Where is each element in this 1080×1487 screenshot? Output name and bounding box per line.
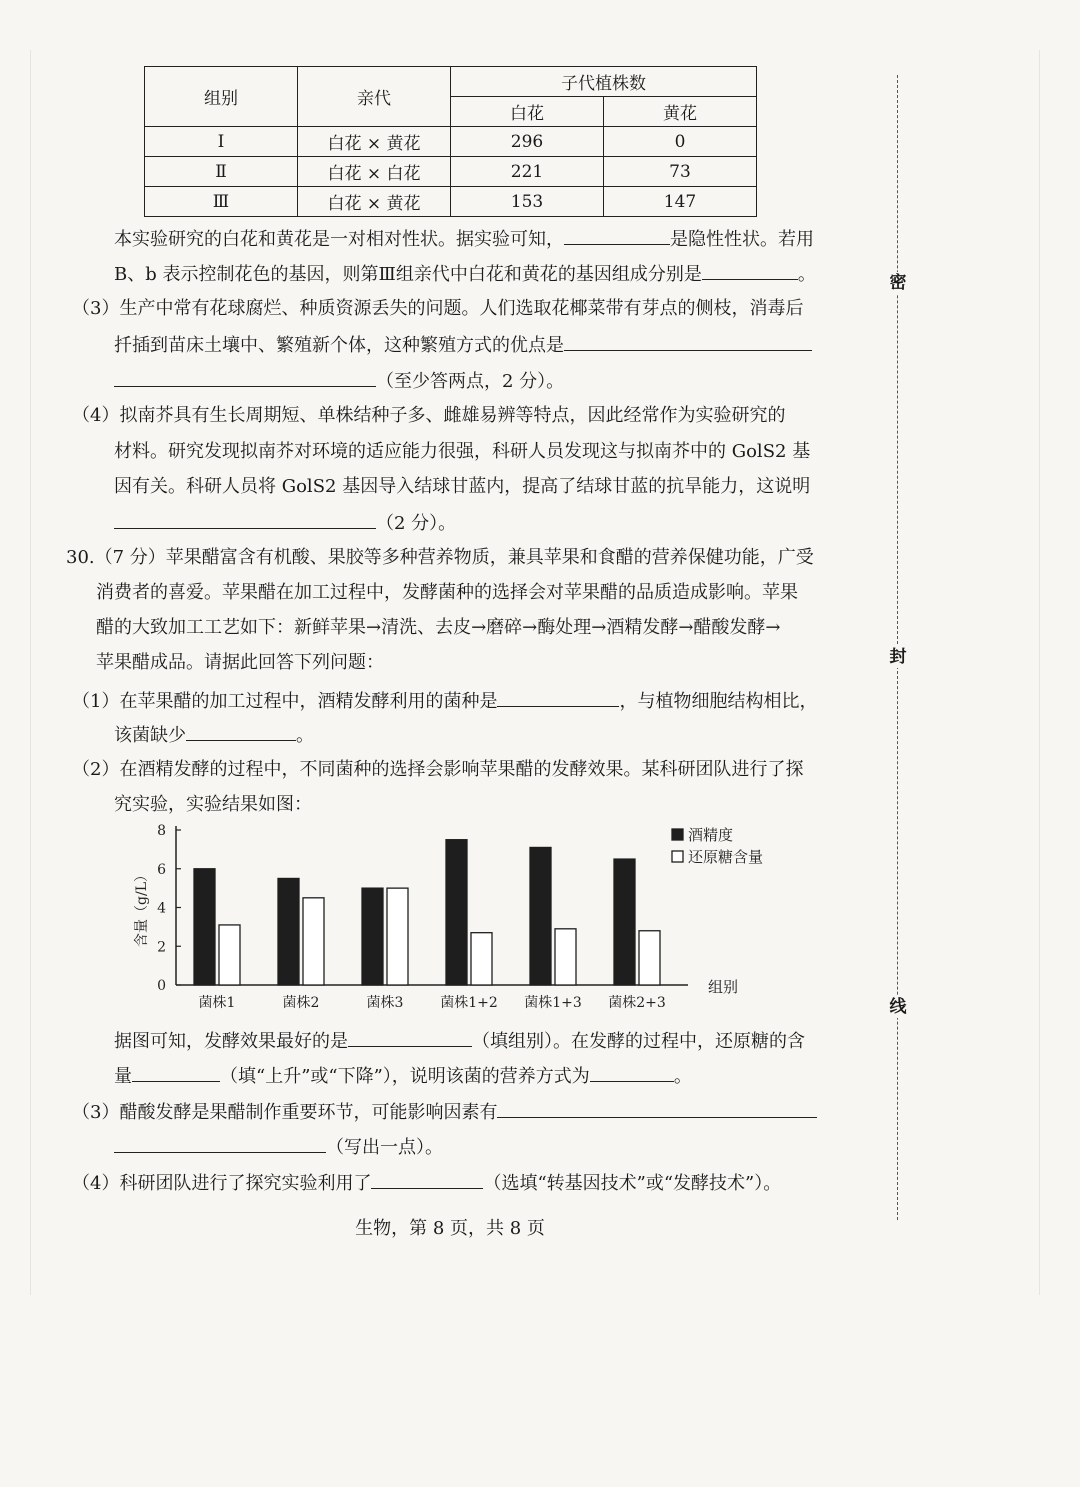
text-line: 据图可知，发酵效果最好的是 （填组别）。在发酵的过程中，还原糖的含 — [114, 1028, 805, 1054]
answer-blank[interactable] — [348, 1028, 472, 1047]
answer-blank[interactable] — [497, 1099, 817, 1118]
x-tick-label: 菌株2 — [282, 995, 320, 1011]
y-tick-label: 4 — [157, 900, 166, 917]
cell-group: Ⅱ — [145, 157, 298, 187]
table-row — [145, 127, 757, 157]
legend-swatch — [672, 829, 683, 840]
bar-sugar — [303, 898, 324, 985]
answer-blank[interactable] — [564, 332, 812, 351]
bar-sugar — [555, 929, 576, 985]
text-line: 本实验研究的白花和黄花是一对相对性状。据实验可知， 是隐性性状。若用 — [114, 226, 814, 252]
th-white: 白花 — [451, 97, 604, 127]
cell-group: Ⅲ — [145, 187, 298, 217]
answer-blank[interactable] — [564, 226, 670, 245]
cell-yellow: 73 — [604, 157, 757, 187]
margin-mark-feng: 封 — [887, 646, 909, 668]
cell-yellow: 147 — [604, 187, 757, 217]
y-tick-label: 6 — [157, 861, 166, 878]
x-axis-label: 组别 — [708, 978, 739, 996]
cell-parent: 白花 × 黄花 — [298, 187, 451, 217]
x-tick-label: 菌株2+3 — [608, 995, 666, 1011]
text-line: （写出一点）。 — [114, 1134, 443, 1160]
cell-parent: 白花 × 黄花 — [298, 127, 451, 157]
text-line: 消费者的喜爱。苹果醋在加工过程中，发酵菌种的选择会对苹果醋的品质造成影响。苹果 — [96, 582, 798, 603]
cell-white: 296 — [451, 127, 604, 157]
legend-label: 酒精度 — [688, 826, 734, 844]
answer-blank[interactable] — [132, 1063, 220, 1082]
answer-blank[interactable] — [114, 510, 376, 529]
x-tick-label: 菌株1 — [198, 995, 236, 1011]
legend-swatch — [672, 851, 683, 862]
y-tick-label: 0 — [157, 978, 166, 994]
sub-question-4: （4）科研团队进行了探究实验利用了 （选填“转基因技术”或“发酵技术”）。 — [72, 1170, 781, 1196]
bar-alcohol — [446, 840, 467, 985]
bar-sugar — [639, 931, 660, 985]
y-axis-label: 含量（g/L） — [134, 868, 150, 947]
text-line: 苹果醋成品。请据此回答下列问题： — [96, 652, 384, 673]
text-line: 材料。研究发现拟南芥对环境的适应能力很强，科研人员发现这与拟南芥中的 GolS2 基 — [114, 441, 811, 462]
bar-alcohol — [530, 847, 551, 985]
th-parent: 亲代 — [298, 67, 451, 127]
sub-question-1: （1）在苹果醋的加工过程中，酒精发酵利用的菌种是 ，与植物细胞结构相比， — [72, 688, 817, 714]
bar-chart — [120, 818, 780, 1018]
text-line: 因有关。科研人员将 GolS2 基因导入结球甘蓝内，提高了结球甘蓝的抗旱能力，这说明 — [114, 476, 811, 497]
answer-blank[interactable] — [590, 1063, 674, 1082]
question-30: 30.（7 分）苹果醋富含有机酸、果胶等多种营养物质，兼具苹果和食醋的营养保健功能，广受 — [66, 547, 814, 568]
y-tick-label: 8 — [157, 823, 166, 839]
text-line: 究实验，实验结果如图： — [114, 794, 312, 815]
answer-blank[interactable] — [114, 368, 376, 387]
cell-yellow: 0 — [604, 127, 757, 157]
cell-white: 221 — [451, 157, 604, 187]
text-line: （至少答两点，2 分）。 — [114, 368, 564, 394]
text-line: （2 分）。 — [114, 510, 456, 536]
bar-sugar — [219, 925, 240, 985]
answer-blank[interactable] — [497, 688, 619, 707]
sub-question-2: （2）在酒精发酵的过程中，不同菌种的选择会影响苹果醋的发酵效果。某科研团队进行了探 — [72, 759, 804, 780]
page-footer: 生物，第 8 页，共 8 页 — [355, 1218, 545, 1239]
question-4: （4）拟南芥具有生长周期短、单株结种子多、雌雄易辨等特点，因此经常作为实验研究的 — [72, 405, 786, 426]
cross-result-table — [144, 66, 757, 217]
th-yellow: 黄花 — [604, 97, 757, 127]
answer-blank[interactable] — [114, 1134, 326, 1153]
bar-sugar — [387, 888, 408, 985]
margin-mark-xian: 线 — [887, 996, 909, 1018]
text-line: 醋的大致加工工艺如下：新鲜苹果→清洗、去皮→磨碎→酶处理→酒精发酵→醋酸发酵→ — [96, 617, 781, 638]
text-line: 该菌缺少 。 — [114, 722, 314, 748]
bar-alcohol — [362, 888, 383, 985]
answer-blank[interactable] — [702, 261, 798, 280]
bar-sugar — [471, 933, 492, 985]
bar-alcohol — [278, 878, 299, 985]
answer-blank[interactable] — [371, 1170, 483, 1189]
margin-mark-mi: 密 — [887, 272, 909, 294]
cell-white: 153 — [451, 187, 604, 217]
legend-label: 还原糖含量 — [688, 848, 764, 866]
x-tick-label: 菌株1+3 — [524, 995, 582, 1011]
text-line: 量 （填“上升”或“下降”），说明该菌的营养方式为 。 — [114, 1063, 692, 1089]
x-tick-label: 菌株3 — [366, 995, 404, 1011]
answer-blank[interactable] — [186, 722, 296, 741]
bar-alcohol — [194, 869, 215, 985]
th-offspring: 子代植株数 — [451, 67, 757, 97]
x-tick-label: 菌株1+2 — [440, 995, 498, 1011]
y-tick-label: 2 — [157, 939, 166, 956]
table-row — [145, 187, 757, 217]
sub-question-3: （3）醋酸发酵是果醋制作重要环节，可能影响因素有 — [72, 1099, 817, 1125]
question-3: （3）生产中常有花球腐烂、种质资源丢失的问题。人们选取花椰菜带有芽点的侧枝，消毒后 — [72, 298, 804, 319]
cell-parent: 白花 × 白花 — [298, 157, 451, 187]
bar-alcohol — [614, 859, 635, 985]
cell-group: Ⅰ — [145, 127, 298, 157]
text-line: B、b 表示控制花色的基因，则第Ⅲ组亲代中白花和黄花的基因组成分别是 。 — [114, 261, 816, 287]
table-row — [145, 157, 757, 187]
text-line: 扦插到苗床土壤中、繁殖新个体，这种繁殖方式的优点是 — [114, 332, 812, 358]
th-group: 组别 — [145, 67, 298, 127]
